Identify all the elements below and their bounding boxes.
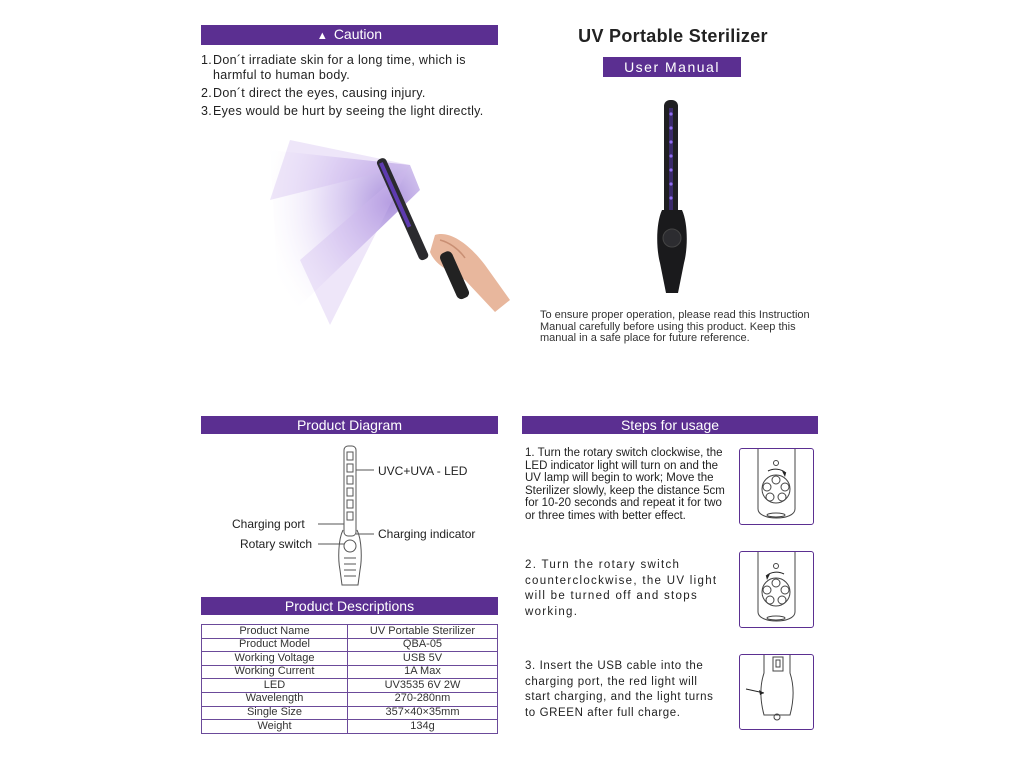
label-uvc-uva-led: UVC+UVA - LED (378, 464, 468, 478)
uv-light-hand-illustration (270, 140, 520, 325)
table-row: Product Name UV Portable Sterilizer (202, 625, 498, 639)
product-diagram-header: Product Diagram (201, 416, 498, 434)
label-charging-indicator: Charging indicator (378, 527, 476, 541)
table-row: LED UV3535 6V 2W (202, 679, 498, 693)
step-2-text: 2. Turn the rotary switch counterclockwise, the UV light will be turned off and stops working. (525, 559, 718, 618)
table-row: Working Current 1A Max (202, 665, 498, 679)
table-row: Single Size 357×40×35mm (202, 706, 498, 720)
product-descriptions-header: Product Descriptions (201, 597, 498, 615)
product-title: UV Portable Sterilizer (578, 26, 768, 46)
label-rotary-switch: Rotary switch (240, 537, 313, 551)
steps-header: Steps for usage (522, 416, 818, 434)
caution-item: 1. Don´t irradiate skin for a long time, which is harmful to human body. (201, 53, 466, 82)
step-3-illustration (739, 654, 814, 730)
table-row: Weight 134g (202, 720, 498, 734)
user-manual-badge: User Manual (603, 57, 741, 77)
step-1-text: 1. Turn the rotary switch clockwise, the LED indicator light will turn on and the UV lamp will begin to work; Move the Sterilizer slowly, keep the distance 5cm for 10-20 seconds and repeat it for two or three times with better effect. (525, 447, 725, 522)
caution-list (201, 53, 501, 122)
caution-header (201, 25, 498, 45)
warning-triangle-icon: ▲ (316, 30, 328, 42)
caution-item: 3. Eyes would be hurt by seeing the light directly. (201, 104, 484, 118)
caution-header-label: Caution (333, 26, 383, 42)
table-row: Working Voltage USB 5V (202, 652, 498, 666)
specs-table (201, 624, 498, 734)
product-photo (650, 98, 695, 298)
caution-item: 2. Don´t direct the eyes, causing injury. (201, 86, 426, 100)
step-3-text: 3. Insert the USB cable into the charging port, the red light will start charging, and the light turns to GREEN after full charge. (525, 660, 714, 719)
label-charging-port: Charging port (232, 517, 305, 531)
step-1-illustration (739, 448, 814, 525)
instruction-note: To ensure proper operation, please read this Instruction Manual carefully before using this product. Keep this manual in a safe place for future reference. (540, 309, 810, 344)
table-row: Product Model QBA-05 (202, 638, 498, 652)
step-2-illustration (739, 551, 814, 628)
table-row: Wavelength 270-280nm (202, 692, 498, 706)
